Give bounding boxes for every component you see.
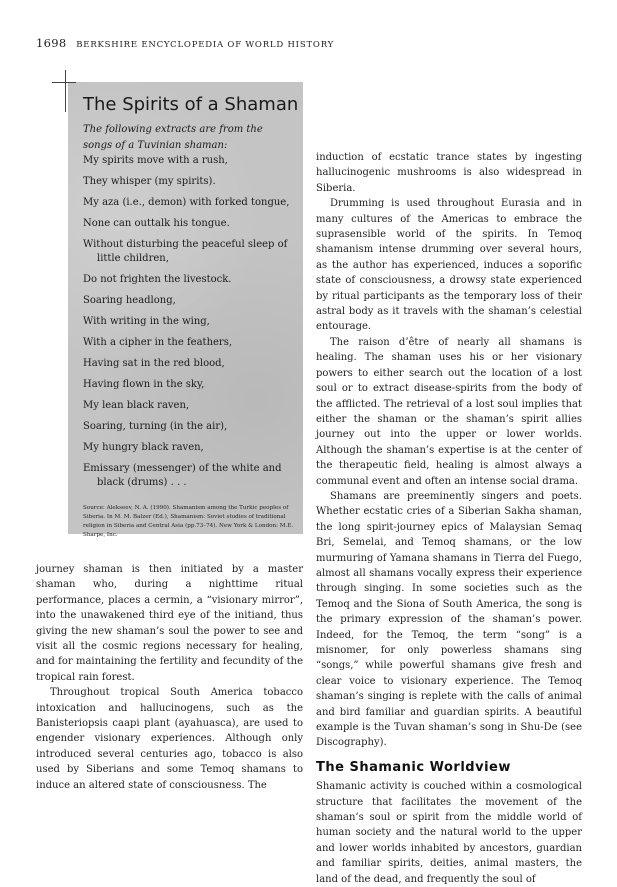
- paragraph: Drumming is used throughout Eurasia and in many cultures of the Americas to embrace the suprasensible world of the spirits. In Temoq shamanism intense drumming over several hours, as the author has experienced, induces a soporific state of consciousness, a drowsy state experienced by ritual participants as the temporary loss of their astral body as it travels with the shaman’s celestial entourage.: [316, 198, 582, 333]
- paragraph: journey shaman is then initiated by a master shaman who, during a nighttime ritual performance, places a cermin, a “visionary mirror”, into the unawakened third eye of the initiand, thus giving the new shaman’s soul the power to see and visit all the cosmic regions necessary for healing, and for maintaining the fertility and fecundity of the tropical rain forest.: [36, 564, 303, 683]
- sidebar-title: The Spirits of a Shaman: [83, 94, 299, 115]
- song-line: Emissary (messenger) of the white and black (drums) . . .: [83, 463, 282, 488]
- corner-rule-vertical: [65, 70, 66, 112]
- song-line: My aza (i.e., demon) with forked tongue,: [83, 197, 290, 208]
- song-line: They whisper (my spirits).: [83, 176, 216, 187]
- corner-rule-horizontal: [52, 82, 76, 83]
- right-column: [316, 150, 582, 887]
- page-number: 1698: [36, 36, 67, 50]
- song-line: Soaring, turning (in the air),: [83, 421, 228, 432]
- song-line: Soaring headlong,: [83, 295, 176, 306]
- sidebar-intro: The following extracts are from the songs of a Tuvinian shaman:: [83, 124, 263, 151]
- running-header: [36, 36, 334, 50]
- paragraph: Shamans are preeminently singers and poets. Whether ecstatic cries of a Siberian Sakha shaman, the long spirit-journey epics of Malaysian Semaq Bri, Semelai, and Temoq shamans, or the low murmuring of Yamana shamans in Tierra del Fuego, almost all shamans vocally express their experience through singing. In some societies such as the Temoq and the Siona of South America, the song is the primary expression of the shaman’s power. Indeed, for the Temoq, the term “song” is a misnomer, for only powerless shamans sing “songs,” while powerful shamans give fresh and clear voice to visionary experience. The Temoq shaman’s singing is replete with the calls of animal and bird familiar and guardian spirits. A beautiful example is the Tuvan shaman’s song in Shu-De (see Discography).: [316, 490, 582, 749]
- paragraph: Throughout tropical South America tobacco intoxication and hallucinogens, such as the Banisteriopsis caapi plant (ayahuasca), are used to engender visionary experiences. Although only introduced several centuries ago, tobacco is also used by Siberians and some Temoq shamans to induce an altered state of consciousness. The: [36, 687, 303, 791]
- song-line: Do not frighten the livestock.: [83, 274, 232, 285]
- song-line: None can outtalk his tongue.: [83, 218, 230, 229]
- sidebar-source-citation: Source: Alekseev, N. A. (1990). Shamanism among the Turkic peoples of Siberia. In M. M. Balzer (Ed.), Shamanism: Soviet studies of traditional religion in Siberia and Central Asia (pp.73–74). New York & London: M.E. Sharpe, Inc.: [83, 505, 294, 538]
- section-heading: The Shamanic Worldview: [316, 759, 511, 775]
- song-line: My hungry black raven,: [83, 442, 204, 453]
- book-title: BERKSHIRE ENCYCLOPEDIA OF WORLD HISTORY: [76, 40, 335, 50]
- left-column: [36, 562, 303, 793]
- song-line: My spirits move with a rush,: [83, 155, 228, 166]
- song-lines: [83, 154, 293, 497]
- paragraph: The raison d’être of nearly all shamans is healing. The shaman uses his or her visionary powers to either search out the location of a lost soul or to extract disease-spirits from the body of the afflicted. The retrieval of a lost soul implies that either the shaman or the shaman’s spirit allies journey out into the upper or lower worlds. Although the shaman’s expertise is at the center of the therapeutic field, healing is almost always a communal event and often an intense social drama.: [316, 336, 582, 487]
- paragraph: induction of ecstatic trance states by ingesting hallucinogenic mushrooms is also widespread in Siberia.: [316, 152, 582, 194]
- song-line: Having sat in the red blood,: [83, 358, 225, 369]
- song-line: My lean black raven,: [83, 400, 190, 411]
- song-line: With writing in the wing,: [83, 316, 210, 327]
- song-line: Without disturbing the peaceful sleep of little children,: [83, 239, 288, 264]
- song-line: Having flown in the sky,: [83, 379, 205, 390]
- song-line: With a cipher in the feathers,: [83, 337, 233, 348]
- paragraph: Shamanic activity is couched within a cosmological structure that facilitates the movement of the shaman’s soul or spirit from the middle world of human society and the natural world to the upper and lower worlds inhabited by ancestors, guardian and familiar spirits, deities, animal masters, the land of the dead, and frequently the soul of: [316, 781, 582, 885]
